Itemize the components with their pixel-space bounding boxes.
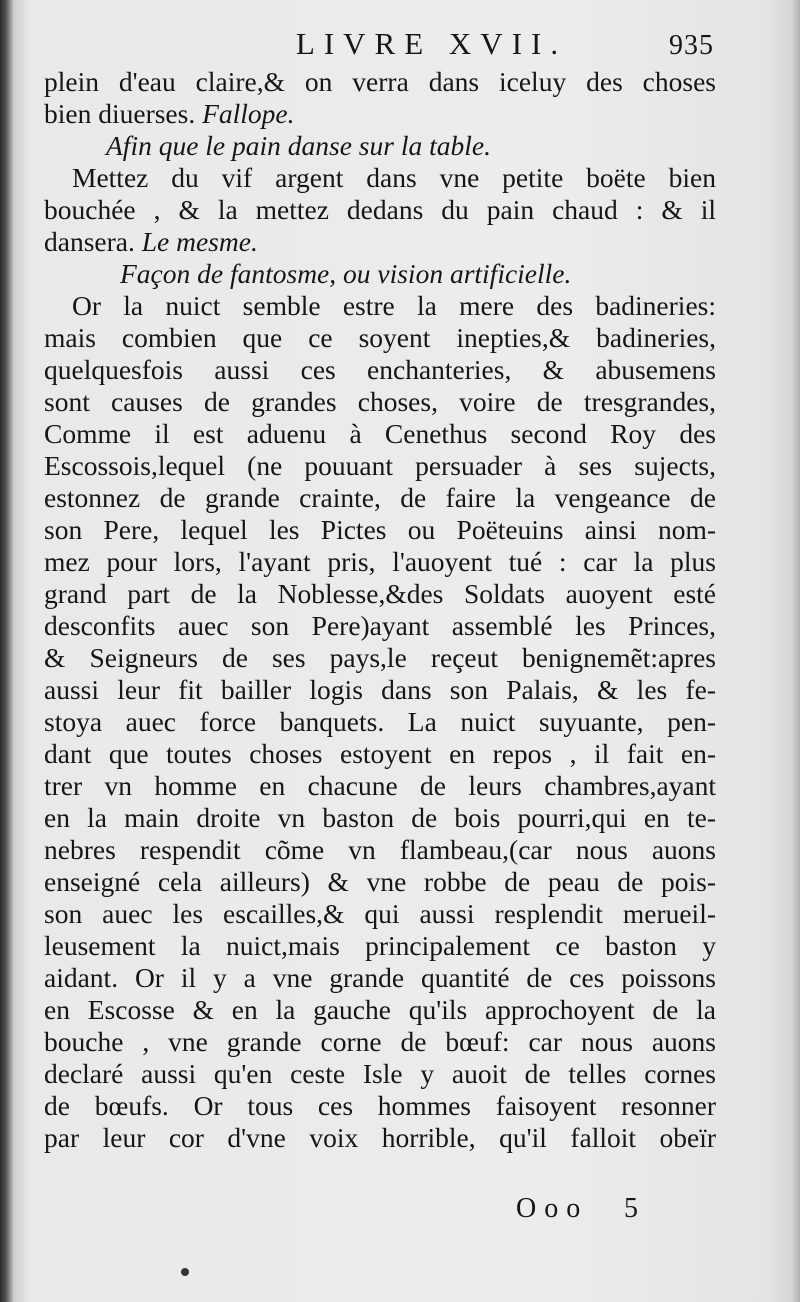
- text-line-21: stoya auec force banquets. La nuict suyuante, pen-: [44, 706, 716, 737]
- running-title: LIVRE XVII.: [295, 26, 568, 61]
- text-line-31: bouche , vne grande corne de bœuf: car nous auons: [44, 1026, 716, 1057]
- text-line-11: sont causes de grandes choses, voire de tresgrandes,: [44, 386, 716, 417]
- attribution-le-mesme: Le mesme.: [141, 226, 258, 257]
- text-line-15: son Pere, lequel les Pictes ou Poëteuins ainsi nom-: [44, 514, 716, 545]
- text-line-1: plein d'eau claire,& on verra dans iceluy des choses: [44, 66, 716, 97]
- page-number: 935: [669, 30, 714, 61]
- text-line-25: nebres respendit cõme vn flambeau,(car nous auons: [44, 834, 716, 865]
- text-line-13: Escossois,lequel (ne pouuant persuader à ses sujects,: [44, 450, 716, 481]
- text-line-4: Mettez du vif argent dans vne petite boëte bien: [72, 162, 716, 193]
- page-text-block: [44, 22, 716, 1154]
- signature-letters: Ooo: [516, 1193, 589, 1224]
- text-line-26: enseigné cela ailleurs) & vne robbe de peau de pois-: [44, 866, 716, 897]
- ink-speck: [181, 1268, 189, 1276]
- text-line-33: de bœufs. Or tous ces hommes faisoyent resonner: [44, 1090, 716, 1121]
- text-line-29: aidant. Or il y a vne grande quantité de ces poissons: [44, 962, 716, 993]
- text-line-34: par leur cor d'vne voix horrible, qu'il falloit obeïr: [44, 1122, 716, 1153]
- text-line-19: & Seigneurs de ses pays,le reçeut benignemẽt:apres: [44, 642, 716, 673]
- signature-mark: [516, 1193, 646, 1225]
- text-line-23: trer vn homme en chacune de leurs chambres,ayant: [44, 770, 716, 801]
- text-line-32: declaré aussi qu'en ceste Isle y auoit de telles cornes: [44, 1058, 716, 1089]
- text-line-12: Comme il est aduenu à Cenethus second Roy des: [44, 418, 716, 449]
- text-line-2-body: bien diuerses.: [44, 98, 196, 129]
- page-header: [44, 22, 716, 66]
- text-line-24: en la main droite vn baston de bois pourri,qui en te-: [44, 802, 716, 833]
- text-line-16: mez pour lors, l'ayant pris, l'auoyent tué : car la plus: [44, 546, 716, 577]
- text-line-8: Or la nuict semble estre la mere des badineries:: [72, 290, 716, 321]
- text-line-6-body: dansera.: [44, 226, 135, 257]
- text-line-10: quelquesfois aussi ces enchanteries, & abusemens: [44, 354, 716, 385]
- text-line-20: aussi leur fit bailler logis dans son Palais, & les fe-: [44, 674, 716, 705]
- text-line-30: en Escosse & en la gauche qu'ils approchoyent de la: [44, 994, 716, 1025]
- section-heading-dancing-bread: Afin que le pain danse sur la table.: [106, 130, 491, 161]
- text-line-5: bouchée , & la mettez dedans du pain chaud : & il: [44, 194, 716, 225]
- text-line-9: mais combien que ce soyent inepties,& badineries,: [44, 322, 716, 353]
- text-line-2: [44, 98, 716, 130]
- text-line-18: desconfits auec son Pere)ayant assemblé les Princes,: [44, 610, 716, 641]
- text-line-28: leusement la nuict,mais principalement ce baston y: [44, 930, 716, 961]
- text-line-14: estonnez de grande crainte, de faire la vengeance de: [44, 482, 716, 513]
- text-line-22: dant que toutes choses estoyent en repos , il fait en-: [44, 738, 716, 769]
- text-line-27: son auec les escailles,& qui aussi resplendit merueil-: [44, 898, 716, 929]
- text-line-17: grand part de la Noblesse,&des Soldats auoyent esté: [44, 578, 716, 609]
- text-line-6: [44, 226, 716, 258]
- attribution-fallope: Fallope.: [202, 98, 295, 129]
- section-heading-phantom: Façon de fantosme, ou vision artificielle.: [120, 258, 572, 289]
- signature-number: 5: [624, 1193, 646, 1224]
